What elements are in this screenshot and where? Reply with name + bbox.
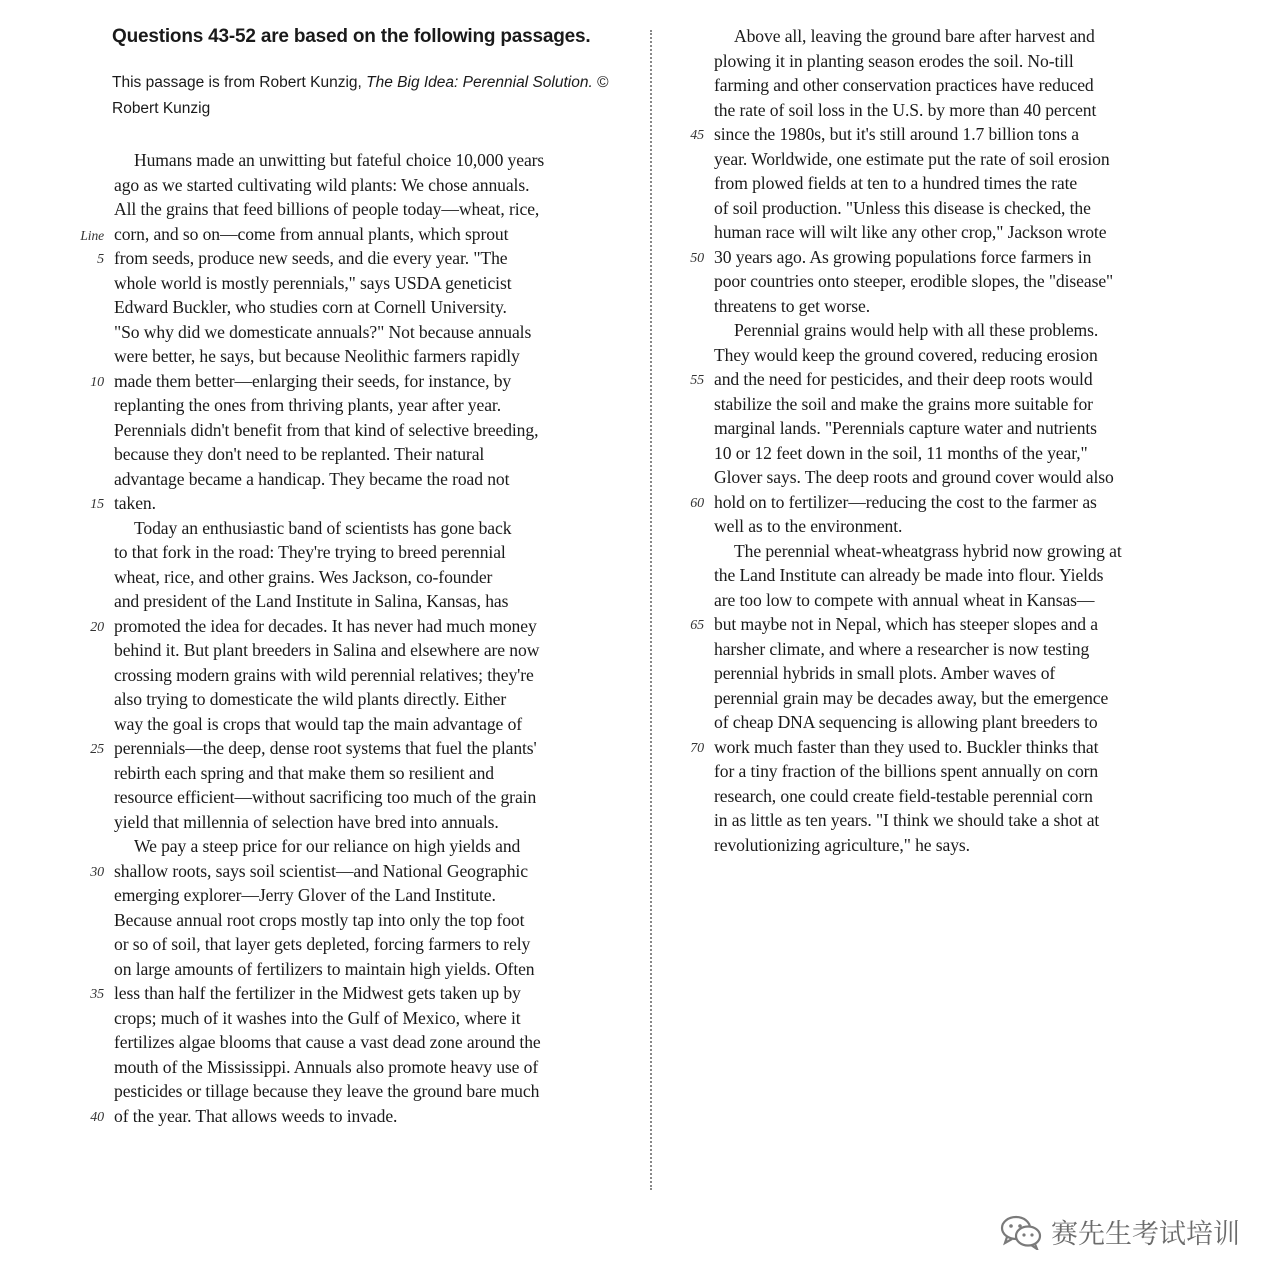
line-text: mouth of the Mississippi. Annuals also promote heavy use of bbox=[114, 1056, 539, 1077]
line-text: for a tiny fraction of the billions spent annually on corn bbox=[714, 761, 1099, 781]
line-text: behind it. But plant breeders in Salina and elsewhere are now bbox=[114, 640, 540, 660]
source-suffix: © Robert Kunzig bbox=[112, 74, 609, 117]
passage-line bbox=[660, 784, 1200, 809]
passage-line bbox=[60, 1006, 640, 1031]
line-text: shallow roots, says soil scientist—and National Geographic bbox=[114, 860, 528, 881]
line-text: All the grains that feed billions of people today—wheat, rice, bbox=[114, 199, 540, 219]
line-text: the rate of soil loss in the U.S. by more than 40 percent bbox=[714, 99, 1097, 120]
line-text: emerging explorer—Jerry Glover of the Land Institute. bbox=[114, 885, 496, 905]
passage-line bbox=[660, 171, 1200, 196]
line-text: since the 1980s, but it's still around 1.7 billion tons a bbox=[714, 124, 1079, 144]
passage-line bbox=[660, 24, 1200, 49]
line-text: the Land Institute can already be made into flour. Yields bbox=[714, 565, 1104, 585]
passage-line bbox=[60, 1055, 640, 1080]
line-text: research, one could create field-testable perennial corn bbox=[714, 785, 1093, 806]
line-text: Because annual root crops mostly tap into only the top foot bbox=[114, 909, 525, 930]
watermark bbox=[999, 1212, 1240, 1251]
line-number: 35 bbox=[90, 987, 104, 1002]
passage-line bbox=[60, 222, 640, 247]
line-text: 10 or 12 feet down in the soil, 11 months of the year," bbox=[714, 442, 1088, 463]
line-number: 70 bbox=[690, 740, 704, 756]
passage-line bbox=[60, 295, 640, 320]
line-text: corn, and so on—come from annual plants, which sprout bbox=[114, 223, 509, 244]
line-text: poor countries onto steeper, erodible slopes, the "disease" bbox=[714, 271, 1114, 291]
line-text: taken. bbox=[114, 493, 156, 513]
line-text: pesticides or tillage because they leave the ground bare much bbox=[114, 1081, 540, 1101]
line-text: of cheap DNA sequencing is allowing plant breeders to bbox=[714, 712, 1098, 732]
passage-line bbox=[660, 514, 1200, 539]
passage-line bbox=[60, 516, 640, 541]
passage-line bbox=[60, 908, 640, 933]
passage-line bbox=[660, 196, 1200, 221]
passage-line bbox=[660, 612, 1200, 637]
line-text: human race will wilt like any other crop," Jackson wrote bbox=[714, 222, 1107, 242]
line-text: plowing it in planting season erodes the soil. No-till bbox=[714, 50, 1074, 71]
passage-line bbox=[60, 320, 640, 345]
line-number: 40 bbox=[90, 1109, 104, 1125]
line-text: crossing modern grains with wild perennial relatives; they're bbox=[114, 664, 534, 685]
line-text: farming and other conservation practices have reduced bbox=[714, 75, 1094, 95]
passage-line bbox=[60, 736, 640, 761]
line-text: work much faster than they used to. Buckler thinks that bbox=[714, 736, 1099, 757]
source-title: The Big Idea: Perennial Solution. bbox=[366, 74, 593, 91]
passage-line bbox=[60, 369, 640, 394]
line-text: We pay a steep price for our reliance on high yields and bbox=[134, 836, 521, 856]
line-text: Today an enthusiastic band of scientists has gone back bbox=[134, 517, 512, 538]
passage-line bbox=[60, 957, 640, 982]
line-text: of the year. That allows weeds to invade. bbox=[114, 1105, 398, 1126]
passage-line bbox=[60, 859, 640, 884]
passage-line bbox=[60, 491, 640, 516]
passage-line bbox=[60, 932, 640, 957]
line-text: marginal lands. "Perennials capture water and nutrients bbox=[714, 418, 1097, 438]
line-number: 30 bbox=[90, 864, 104, 880]
line-text: advantage became a handicap. They became the road not bbox=[114, 468, 510, 489]
passage-line bbox=[60, 540, 640, 565]
line-text: of soil production. "Unless this disease is checked, the bbox=[714, 197, 1091, 218]
line-text: Humans made an unwitting but fateful choice 10,000 years bbox=[134, 150, 545, 170]
line-text: yield that millennia of selection have bred into annuals. bbox=[114, 811, 499, 832]
passage-line bbox=[60, 467, 640, 492]
line-text: harsher climate, and where a researcher is now testing bbox=[714, 638, 1090, 659]
line-text: promoted the idea for decades. It has never had much money bbox=[114, 615, 537, 636]
passage-line bbox=[660, 588, 1200, 613]
passage-line bbox=[660, 98, 1200, 123]
line-number: 15 bbox=[90, 497, 104, 512]
passage-line bbox=[60, 246, 640, 271]
passage-line bbox=[660, 343, 1200, 368]
line-text: replanting the ones from thriving plants, year after year. bbox=[114, 395, 501, 415]
passage-line bbox=[60, 344, 640, 369]
passage-line bbox=[60, 1030, 640, 1055]
passage-line bbox=[60, 638, 640, 663]
line-number: 50 bbox=[690, 250, 704, 266]
line-text: well as to the environment. bbox=[714, 516, 903, 536]
passage-line bbox=[660, 122, 1200, 147]
line-number: Line bbox=[80, 227, 104, 243]
line-text: wheat, rice, and other grains. Wes Jackson, co-founder bbox=[114, 566, 493, 587]
passage-line bbox=[660, 318, 1200, 343]
passage-line bbox=[60, 614, 640, 639]
passage-line bbox=[660, 490, 1200, 515]
passage-line bbox=[660, 441, 1200, 466]
line-text: whole world is mostly perennials," says USDA geneticist bbox=[114, 272, 512, 293]
line-text: and president of the Land Institute in Salina, Kansas, has bbox=[114, 591, 509, 611]
line-text: The perennial wheat-wheatgrass hybrid now growing at bbox=[734, 540, 1122, 561]
line-text: Perennials didn't benefit from that kind of selective breeding, bbox=[114, 419, 539, 440]
passage-line bbox=[660, 269, 1200, 294]
source-attribution bbox=[112, 70, 632, 122]
passage-line bbox=[660, 539, 1200, 564]
passage-line bbox=[60, 1079, 640, 1104]
questions-heading: Questions 43-52 are based on the following passages. bbox=[112, 26, 591, 47]
line-text: from plowed fields at ten to a hundred times the rate bbox=[714, 173, 1078, 193]
passage-line bbox=[660, 563, 1200, 588]
passage-line bbox=[60, 785, 640, 810]
passage-line bbox=[660, 416, 1200, 441]
passage-line bbox=[60, 173, 640, 198]
passage-line bbox=[60, 565, 640, 590]
passage-line bbox=[660, 49, 1200, 74]
line-text: fertilizes algae blooms that cause a vast dead zone around the bbox=[114, 1032, 541, 1052]
line-text: Above all, leaving the ground bare after harvest and bbox=[734, 26, 1095, 46]
passage-line bbox=[60, 197, 640, 222]
line-text: on large amounts of fertilizers to maintain high yields. Often bbox=[114, 958, 535, 979]
passage-line bbox=[60, 810, 640, 835]
line-text: hold on to fertilizer—reducing the cost to the farmer as bbox=[714, 491, 1097, 512]
line-text: resource efficient—without sacrificing too much of the grain bbox=[114, 787, 537, 807]
line-number: 10 bbox=[90, 374, 104, 390]
line-text: are too low to compete with annual wheat in Kansas— bbox=[714, 589, 1095, 610]
line-number: 60 bbox=[690, 495, 704, 511]
line-text: to that fork in the road: They're trying to breed perennial bbox=[114, 542, 506, 562]
line-text: perennial hybrids in small plots. Amber waves of bbox=[714, 663, 1056, 683]
column-divider bbox=[650, 30, 652, 1190]
source-prefix: This passage is from Robert Kunzig, bbox=[112, 74, 367, 91]
passage-line bbox=[660, 392, 1200, 417]
line-number: 25 bbox=[90, 742, 104, 757]
passage-line bbox=[60, 1104, 640, 1129]
line-text: year. Worldwide, one estimate put the rate of soil erosion bbox=[714, 148, 1110, 169]
line-text: less than half the fertilizer in the Midwest gets taken up by bbox=[114, 983, 521, 1003]
line-text: but maybe not in Nepal, which has steeper slopes and a bbox=[714, 614, 1098, 634]
line-text: way the goal is crops that would tap the main advantage of bbox=[114, 713, 523, 734]
passage-line bbox=[660, 294, 1200, 319]
passage-line bbox=[660, 147, 1200, 172]
line-text: They would keep the ground covered, reducing erosion bbox=[714, 344, 1098, 365]
line-text: Glover says. The deep roots and ground cover would also bbox=[714, 467, 1114, 487]
passage-line bbox=[60, 589, 640, 614]
line-number: 45 bbox=[690, 128, 704, 143]
line-text: from seeds, produce new seeds, and die every year. "The bbox=[114, 248, 508, 268]
passage-line bbox=[660, 833, 1200, 858]
passage-line bbox=[660, 686, 1200, 711]
line-text: "So why did we domesticate annuals?" Not because annuals bbox=[114, 321, 532, 342]
passage-left-column bbox=[60, 148, 640, 1128]
passage-line bbox=[660, 661, 1200, 686]
passage-line bbox=[60, 442, 640, 467]
passage-line bbox=[60, 687, 640, 712]
line-text: revolutionizing agriculture," he says. bbox=[714, 834, 970, 855]
passage-line bbox=[660, 808, 1200, 833]
line-text: and the need for pesticides, and their deep roots would bbox=[714, 369, 1093, 389]
line-number: 5 bbox=[97, 252, 104, 267]
passage-line bbox=[660, 367, 1200, 392]
passage-line bbox=[60, 393, 640, 418]
passage-line bbox=[660, 73, 1200, 98]
line-number: 20 bbox=[90, 619, 104, 635]
wechat-icon bbox=[999, 1214, 1043, 1250]
line-text: crops; much of it washes into the Gulf of Mexico, where it bbox=[114, 1007, 521, 1028]
passage-header bbox=[112, 26, 632, 122]
line-number: 65 bbox=[690, 618, 704, 633]
line-text: threatens to get worse. bbox=[714, 295, 870, 316]
line-number: 55 bbox=[690, 373, 704, 388]
passage-line bbox=[660, 465, 1200, 490]
passage-line bbox=[60, 834, 640, 859]
line-text: stabilize the soil and make the grains more suitable for bbox=[714, 393, 1093, 414]
line-text: also trying to domesticate the wild plants directly. Either bbox=[114, 689, 507, 709]
passage-line bbox=[60, 981, 640, 1006]
passage-line bbox=[60, 883, 640, 908]
watermark-text: 赛先生考试培训 bbox=[1051, 1219, 1240, 1250]
passage-line bbox=[660, 759, 1200, 784]
line-text: 30 years ago. As growing populations force farmers in bbox=[714, 246, 1092, 267]
passage-line bbox=[660, 710, 1200, 735]
passage-line bbox=[60, 663, 640, 688]
passage-line bbox=[660, 735, 1200, 760]
passage-line bbox=[60, 148, 640, 173]
line-text: rebirth each spring and that make them so resilient and bbox=[114, 762, 494, 783]
passage-line bbox=[60, 761, 640, 786]
line-text: perennial grain may be decades away, but the emergence bbox=[714, 687, 1109, 708]
line-text: because they don't need to be replanted. Their natural bbox=[114, 444, 485, 464]
line-text: Edward Buckler, who studies corn at Cornell University. bbox=[114, 297, 507, 317]
line-text: Perennial grains would help with all these problems. bbox=[734, 320, 1099, 340]
line-text: made them better—enlarging their seeds, for instance, by bbox=[114, 370, 512, 391]
passage-line bbox=[660, 245, 1200, 270]
line-text: or so of soil, that layer gets depleted, forcing farmers to rely bbox=[114, 934, 531, 954]
line-text: in as little as ten years. "I think we should take a shot at bbox=[714, 810, 1100, 830]
line-text: were better, he says, but because Neolithic farmers rapidly bbox=[114, 346, 520, 366]
passage-line bbox=[60, 712, 640, 737]
passage-line bbox=[60, 271, 640, 296]
passage-line bbox=[60, 418, 640, 443]
line-text: perennials—the deep, dense root systems that fuel the plants' bbox=[114, 738, 537, 758]
passage-right-column bbox=[660, 24, 1200, 857]
passage-line bbox=[660, 637, 1200, 662]
passage-line bbox=[660, 220, 1200, 245]
line-text: ago as we started cultivating wild plants: We chose annuals. bbox=[114, 174, 530, 195]
